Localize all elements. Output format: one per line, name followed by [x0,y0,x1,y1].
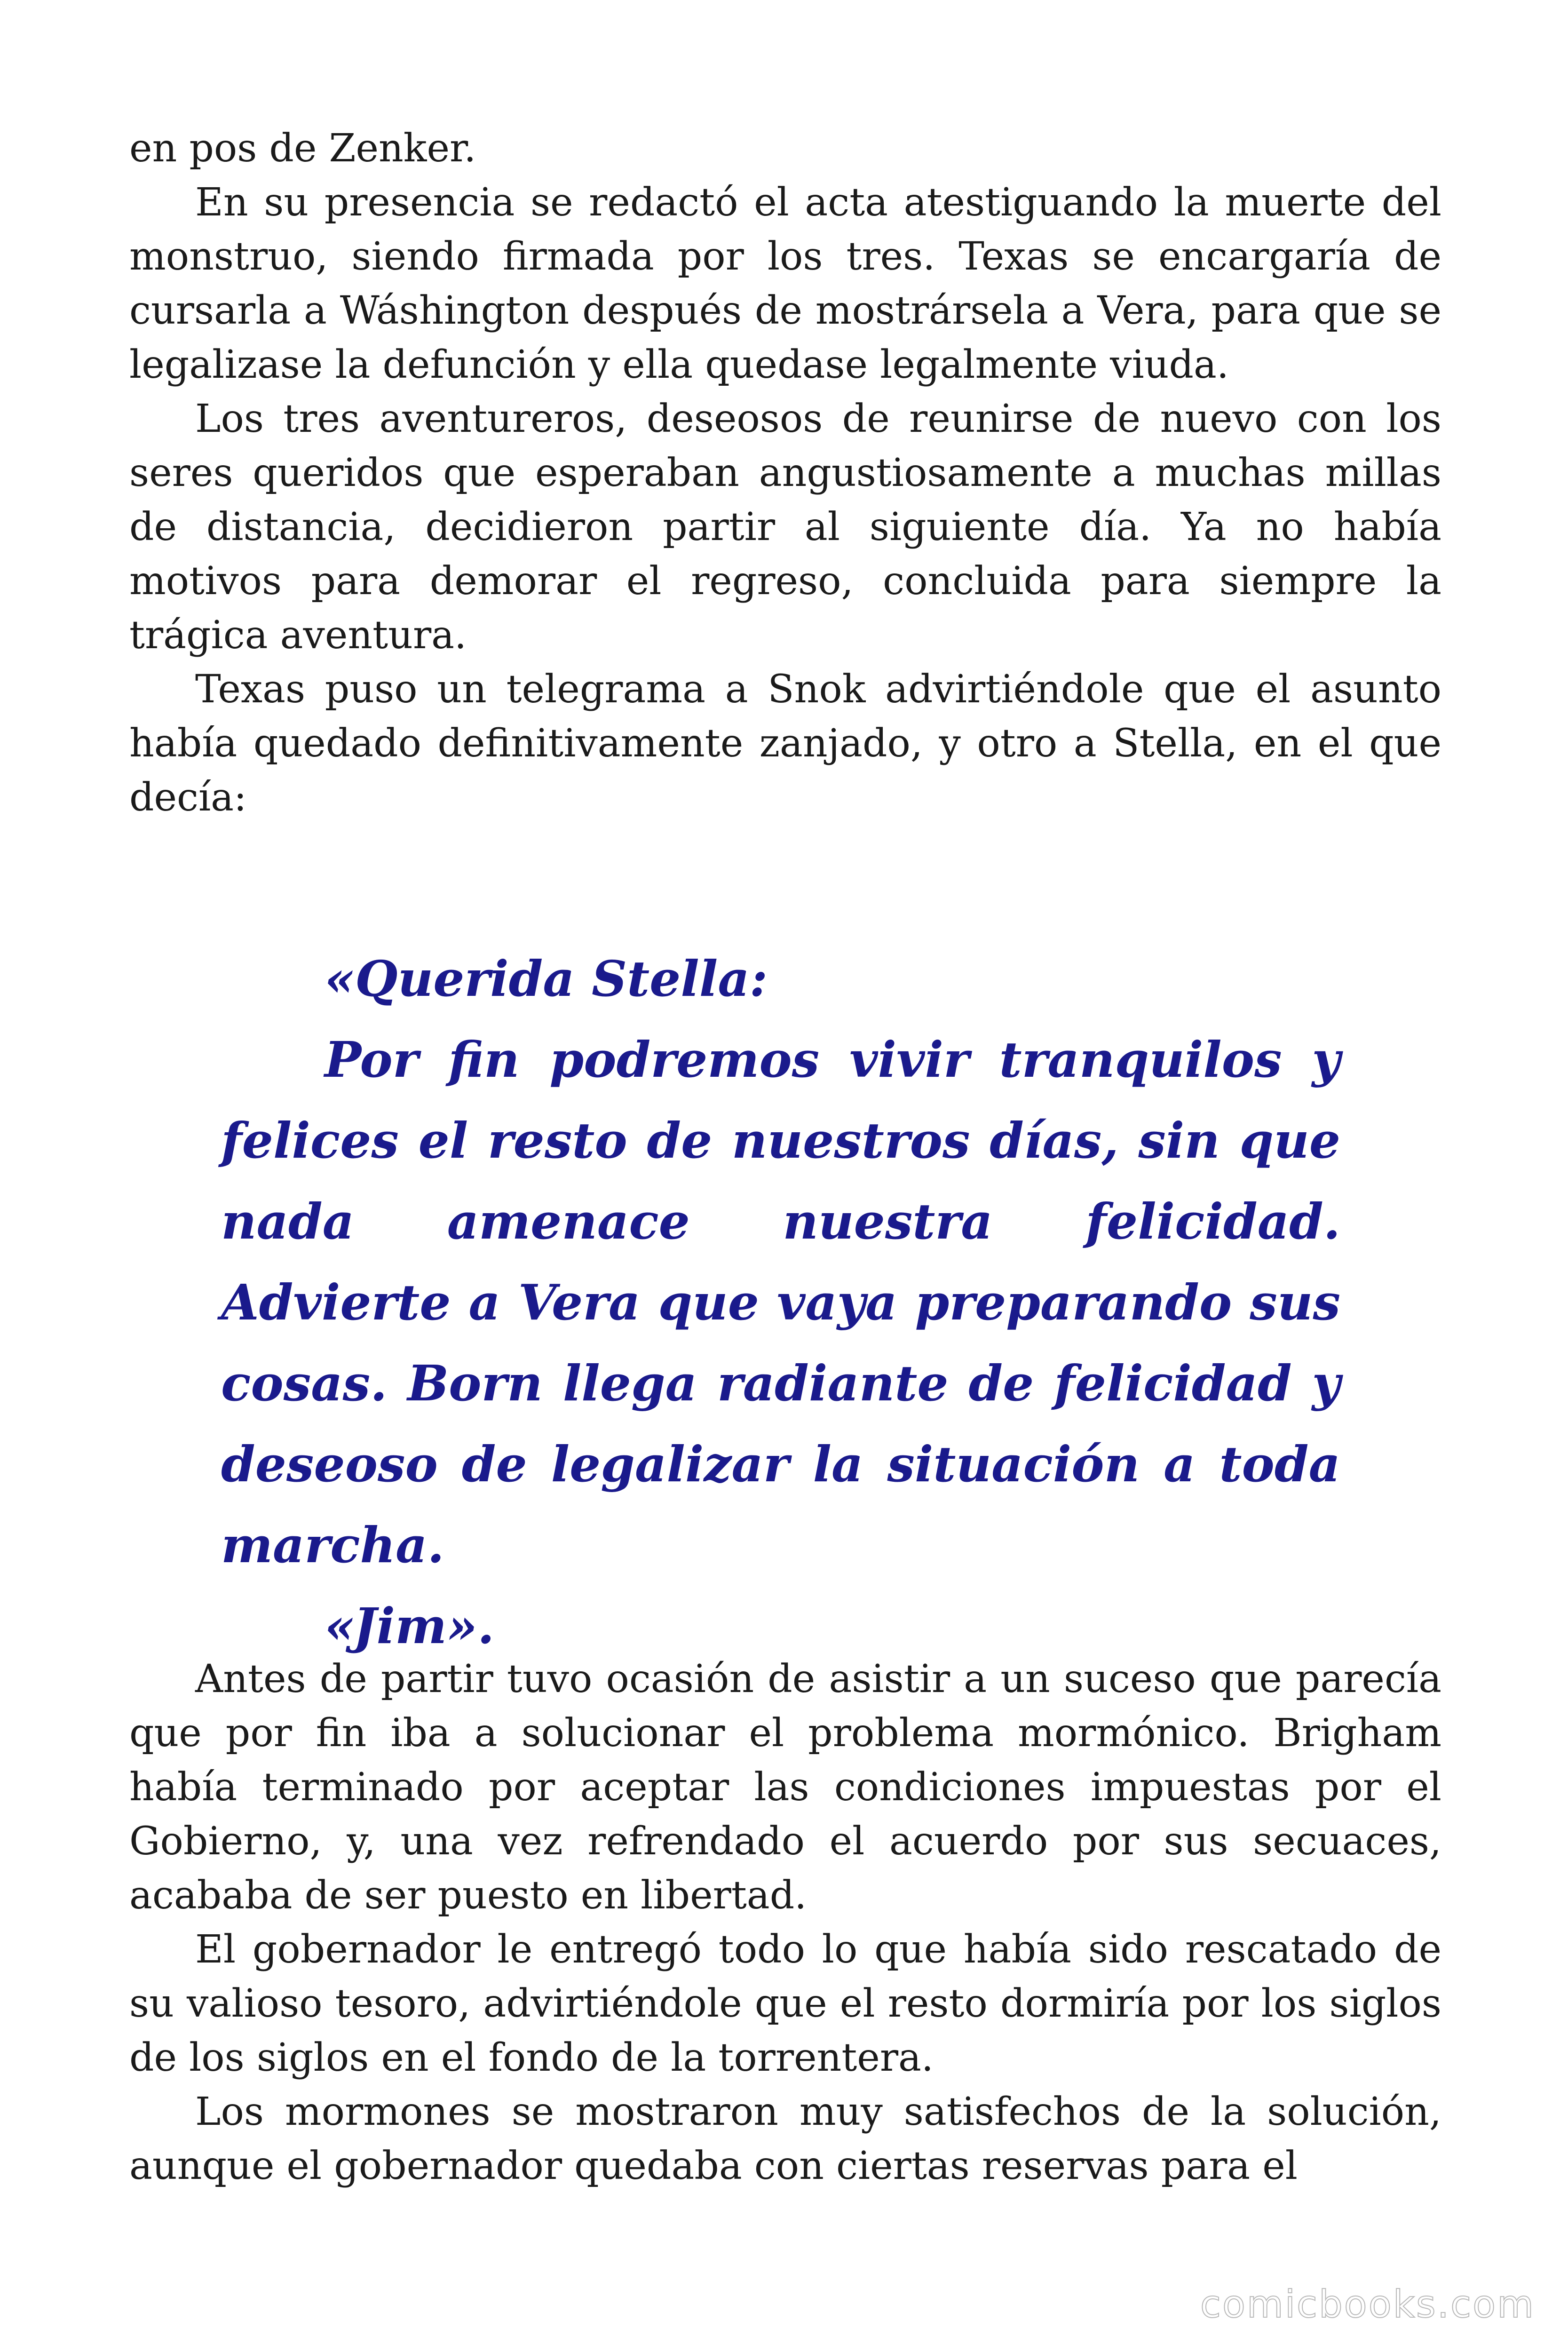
watermark: comicbooks.com [1200,2282,1535,2326]
paragraph: en pos de Zenker. [129,126,476,171]
paragraph: Antes de partir tuvo ocasión de asistir a un suceso que parecía que por fin iba a solucionar el problema mormónico. Brigham había terminado por aceptar las condiciones impuestas por el Gobierno, y, una vez refrendado el acuerdo por sus secuaces, acababa de ser puesto en libertad. [129,1657,1441,1918]
paragraph: El gobernador le entregó todo lo que había sido rescatado de su valioso tesoro, advirtiéndole que el resto dormiría por los siglos de los siglos en el fondo de la torrentera. [129,1927,1441,2080]
paragraph: Los tres aventureros, deseosos de reunirse de nuevo con los seres queridos que esperaban angustiosamente a muchas millas de distancia, decidieron partir al siguiente día. Ya no había motivos para demorar el regreso, concluida para siempre la trágica aventura. [129,397,1441,658]
text-block-top [129,121,1441,825]
letter-signature: «Jim». [325,1597,495,1655]
paragraph: En su presencia se redactó el acta atestiguando la muerte del monstruo, siendo firmada por los tres. Texas se encargaría de cursarla a Wáshington después de mostrársela a Vera, para que se legalizase la defunción y ella quedase legalmente viuda. [129,180,1441,387]
paragraph: Los mormones se mostraron muy satisfechos de la solución, aunque el gobernador quedaba con ciertas reservas para el [129,2090,1441,2188]
paragraph: Texas puso un telegrama a Snok advirtiéndole que el asunto había quedado definitivamente zanjado, y otro a Stella, en el que decía: [129,667,1441,820]
letter-body: Por fin podremos vivir tranquilos y felices el resto de nuestros días, sin que nada amenace nuestra felicidad. Advierte a Vera que vaya preparando sus cosas. Born llega radiante de felicidad y deseoso de legalizar la situación a toda marcha. [221,1031,1340,1574]
letter-salutation: «Querida Stella: [325,950,768,1008]
text-block-bottom [129,1652,1441,2193]
telegram-letter [221,938,1340,1667]
